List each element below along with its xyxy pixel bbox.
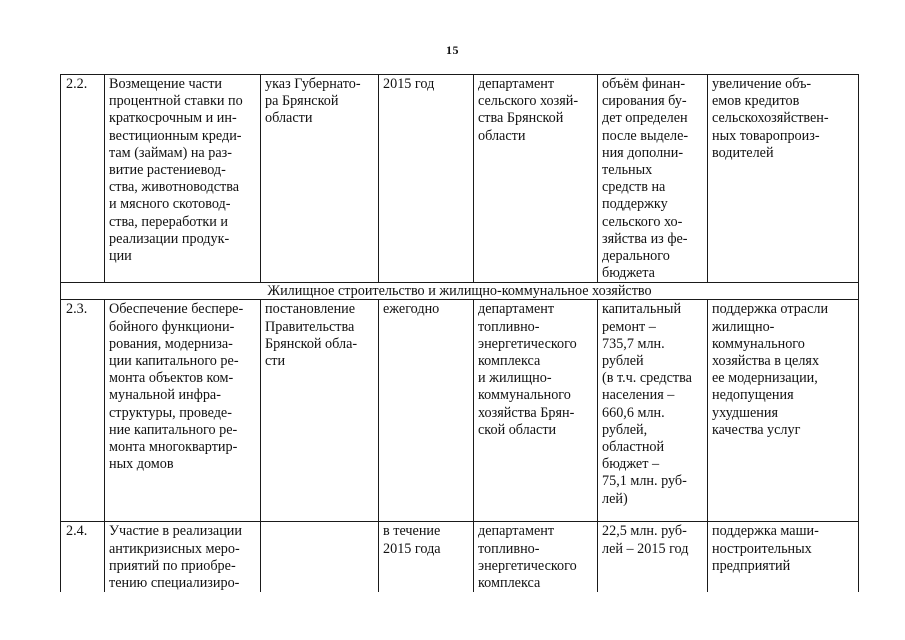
cell-text-line: ных домов bbox=[109, 456, 174, 473]
cell-number: 2.4. bbox=[61, 522, 105, 592]
cell-text-line: лей) bbox=[602, 490, 628, 507]
cell-text-line: тению специализиро- bbox=[109, 575, 240, 592]
cell-text-line: ства, животноводства bbox=[109, 179, 240, 196]
cell-text-line: рования, модерниза- bbox=[109, 335, 233, 352]
cell-document bbox=[261, 522, 379, 592]
cell-text-line: (в т.ч. средства bbox=[602, 370, 692, 387]
cell-text-line: сирования бу- bbox=[602, 93, 687, 110]
cell-text-line: антикризисных меро- bbox=[109, 540, 240, 557]
cell-text-line: ции bbox=[109, 248, 132, 265]
cell-text-line: процентной ставки по bbox=[109, 93, 243, 110]
cell-text-line: Правительства bbox=[265, 318, 355, 335]
cell-text-line: тельных bbox=[602, 162, 653, 179]
cell-text-line: департамент bbox=[478, 76, 555, 92]
cell-text-line: населения – bbox=[602, 387, 675, 404]
cell-result bbox=[708, 300, 859, 522]
cell-text-line: сельскохозяйствен- bbox=[712, 110, 829, 127]
cell-text-line: области bbox=[265, 110, 313, 127]
cell-text-line: ства Брянской bbox=[478, 110, 564, 127]
cell-text-line: ской области bbox=[478, 421, 557, 438]
cell-text-line: ежегодно bbox=[383, 301, 440, 318]
cell-text-line: топливно- bbox=[478, 318, 540, 335]
cell-text-line: капитальный bbox=[602, 301, 682, 318]
cell-text-line: топливно- bbox=[478, 540, 540, 557]
table-body bbox=[61, 75, 859, 593]
cell-text-line: ее модернизации, bbox=[712, 370, 818, 387]
cell-text-line: 22,5 млн. руб- bbox=[602, 523, 687, 540]
cell-text-line: ностроительных bbox=[712, 540, 812, 557]
cell-text-line: 75,1 млн. руб- bbox=[602, 473, 687, 490]
cell-text-line: департамент bbox=[478, 301, 555, 318]
cell-text-line: энергетического bbox=[478, 557, 577, 574]
table-row bbox=[61, 522, 859, 592]
cell-text-line: ремонт – bbox=[602, 318, 656, 335]
cell-text-line: рублей, bbox=[602, 421, 648, 438]
cell-text-line: 660,6 млн. bbox=[602, 404, 665, 421]
page-number: 15 bbox=[446, 43, 459, 57]
cell-text-line: витие растениевод- bbox=[109, 162, 226, 179]
cell-text-line: дет определен bbox=[602, 110, 688, 127]
cell-funding bbox=[598, 522, 708, 592]
cell-text-line: средств на bbox=[602, 179, 666, 196]
cell-text-line: коммунального bbox=[712, 335, 805, 352]
cell-text-line: и мясного скотовод- bbox=[109, 196, 231, 213]
cell-text-line: монта объектов ком- bbox=[109, 370, 234, 387]
cell-number: 2.2. bbox=[61, 75, 105, 283]
cell-text-line: ние капитального ре- bbox=[109, 421, 238, 438]
cell-text-line: Возмещение части bbox=[109, 76, 223, 92]
cell-text-line: ции капитального ре- bbox=[109, 353, 239, 370]
cell-text-line: после выделе- bbox=[602, 127, 689, 144]
cell-document bbox=[261, 300, 379, 522]
cell-executor bbox=[474, 75, 598, 283]
cell-text-line: структуры, проведе- bbox=[109, 404, 232, 421]
cell-text-line: предприятий bbox=[712, 557, 791, 574]
cell-text-line: дерального bbox=[602, 248, 670, 265]
cell-text-line: емов кредитов bbox=[712, 93, 800, 110]
cell-text-line: бойного функциони- bbox=[109, 318, 235, 335]
cell-text-line: поддержка маши- bbox=[712, 523, 819, 540]
cell-text-line: монта многоквартир- bbox=[109, 439, 238, 456]
cell-text-line: сти bbox=[265, 353, 286, 370]
cell-text-line: вестиционным креди- bbox=[109, 127, 242, 144]
cell-number: 2.3. bbox=[61, 300, 105, 522]
cell-text-line: недопущения bbox=[712, 387, 794, 404]
cell-text-line: ухудшения bbox=[712, 404, 778, 421]
cell-text-line: ра Брянской bbox=[265, 93, 339, 110]
cell-document bbox=[261, 75, 379, 283]
cell-text-line: качества услуг bbox=[712, 421, 801, 438]
cell-result bbox=[708, 75, 859, 283]
cell-text-line: ных товаропроиз- bbox=[712, 127, 820, 144]
cell-text-line: зяйства из фе- bbox=[602, 230, 688, 247]
cell-text-line: коммунального bbox=[478, 387, 571, 404]
cell-text-line: 735,7 млн. bbox=[602, 335, 665, 352]
cell-text-line: рублей bbox=[602, 353, 644, 370]
cell-text-line: комплекса bbox=[478, 353, 541, 370]
cell-term bbox=[379, 75, 474, 283]
cell-text-line: сельского хозяй- bbox=[478, 93, 579, 110]
cell-text-line: и жилищно- bbox=[478, 370, 552, 387]
cell-text-line: указ Губернато- bbox=[265, 76, 361, 92]
cell-funding bbox=[598, 75, 708, 283]
cell-executor bbox=[474, 300, 598, 522]
cell-text-line: Брянской обла- bbox=[265, 335, 358, 352]
cell-text-line: поддержка отрасли bbox=[712, 301, 829, 318]
cell-text-line: департамент bbox=[478, 523, 555, 540]
cell-text-line: жилищно- bbox=[712, 318, 775, 335]
cell-text-line: комплекса bbox=[478, 575, 541, 592]
cell-text-line: мунальной инфра- bbox=[109, 387, 221, 404]
cell-text-line: энергетического bbox=[478, 335, 577, 352]
cell-executor bbox=[474, 522, 598, 592]
cell-text-line: бюджета bbox=[602, 265, 655, 282]
section-row bbox=[61, 283, 859, 300]
cell-funding bbox=[598, 300, 708, 522]
cell-text-line: приятий по приобре- bbox=[109, 557, 236, 574]
table-row bbox=[61, 300, 859, 522]
cell-text-line: постановление bbox=[265, 301, 356, 318]
cell-text-line: в течение bbox=[383, 523, 441, 540]
cell-term bbox=[379, 522, 474, 592]
cell-text-line: увеличение объ- bbox=[712, 76, 812, 92]
cell-text-line: лей – 2015 год bbox=[602, 540, 689, 557]
cell-term bbox=[379, 300, 474, 522]
cell-text-line: поддержку bbox=[602, 196, 668, 213]
cell-text-line: объём финан- bbox=[602, 76, 686, 92]
cell-measure bbox=[105, 522, 261, 592]
cell-text-line: сельского хо- bbox=[602, 213, 683, 230]
cell-text-line: областной bbox=[602, 439, 665, 456]
cell-text-line: бюджет – bbox=[602, 456, 660, 473]
table-row bbox=[61, 75, 859, 283]
measures-table bbox=[60, 74, 859, 592]
cell-text-line: хозяйства Брян- bbox=[478, 404, 575, 421]
cell-text-line: реализации продук- bbox=[109, 230, 230, 247]
cell-measure bbox=[105, 75, 261, 283]
cell-result bbox=[708, 522, 859, 592]
cell-measure bbox=[105, 300, 261, 522]
cell-text-line: там (займам) на раз- bbox=[109, 144, 232, 161]
cell-text-line: Участие в реализации bbox=[109, 523, 242, 540]
cell-text-line: хозяйства в целях bbox=[712, 353, 820, 370]
cell-text-line: области bbox=[478, 127, 526, 144]
cell-text-line: 2015 год bbox=[383, 76, 435, 92]
section-title: Жилищное строительство и жилищно-коммунальное хозяйство bbox=[61, 283, 859, 300]
cell-text-line: ния дополни- bbox=[602, 144, 684, 161]
cell-text-line: Обеспечение беспере- bbox=[109, 301, 244, 318]
cell-text-line: 2015 года bbox=[383, 540, 441, 557]
cell-text-line: ства, переработки и bbox=[109, 213, 229, 230]
cell-text-line: водителей bbox=[712, 144, 774, 161]
cell-text-line: краткосрочным и ин- bbox=[109, 110, 237, 127]
